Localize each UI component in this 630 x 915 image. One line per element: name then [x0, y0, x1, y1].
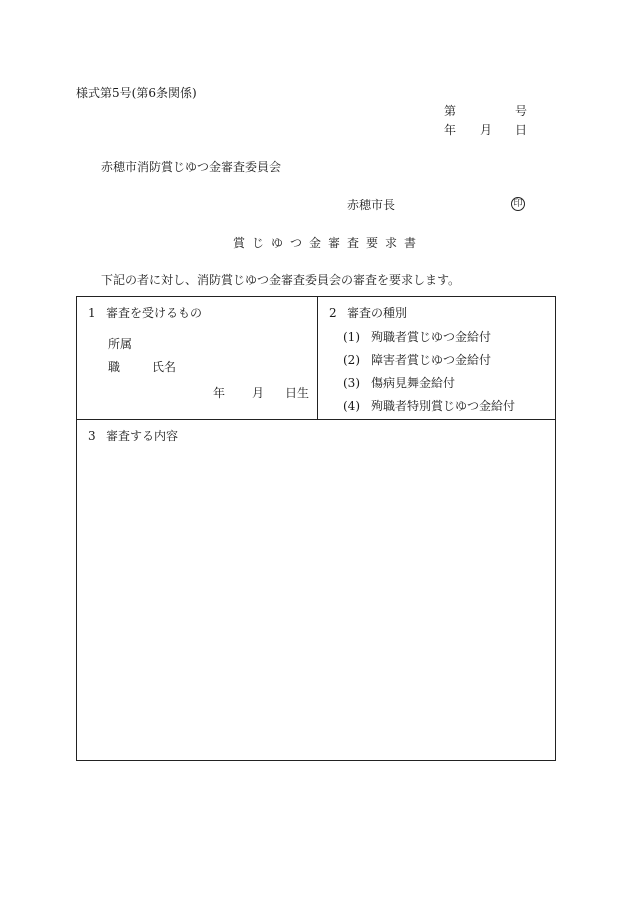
- section1-number: 1: [88, 306, 96, 320]
- birth-day: 日生: [285, 386, 310, 400]
- column-divider: [317, 297, 318, 419]
- type-item-number: (3): [343, 376, 360, 390]
- type-item-label: 殉職者特別賞じゆつ金給付: [371, 399, 516, 413]
- section3-heading: [88, 429, 178, 443]
- type-item: [343, 376, 455, 390]
- form-number: 様式第5号(第6条関係): [76, 86, 197, 100]
- section2-number: 2: [329, 306, 337, 320]
- section2-heading: [329, 306, 407, 320]
- seal-stamp: 印: [511, 197, 525, 211]
- type-item: [343, 330, 491, 344]
- position-label: 職: [108, 360, 121, 374]
- section3-number: 3: [88, 429, 96, 443]
- form-table: [76, 296, 556, 761]
- name-label: 氏名: [152, 360, 177, 374]
- type-item: [343, 399, 515, 413]
- date-month: 月: [480, 123, 493, 137]
- document-number-prefix: 第: [444, 104, 457, 118]
- type-item-label: 殉職者賞じゆつ金給付: [371, 330, 492, 344]
- section3-title: 審査する内容: [106, 429, 179, 443]
- section1-title: 審査を受けるもの: [106, 306, 203, 320]
- type-item-label: 傷病見舞金給付: [371, 376, 456, 390]
- type-item-label: 障害者賞じゆつ金給付: [371, 353, 492, 367]
- addressee: 赤穂市消防賞じゆつ金審査委員会: [101, 160, 282, 174]
- birth-year: 年: [213, 386, 226, 400]
- type-item-number: (1): [343, 330, 360, 344]
- document-title: 賞じゆつ金審査要求書: [233, 236, 424, 250]
- birth-month: 月: [252, 386, 265, 400]
- type-item-number: (4): [343, 399, 360, 413]
- intro-text: 下記の者に対し、消防賞じゆつ金審査委員会の審査を要求します。: [101, 273, 461, 287]
- section2-title: 審査の種別: [347, 306, 408, 320]
- document-number-suffix: 号: [515, 104, 528, 118]
- sender-label: 赤穂市長: [347, 198, 396, 212]
- type-item: [343, 353, 491, 367]
- row-divider: [77, 419, 555, 420]
- date-day: 日: [515, 123, 528, 137]
- type-item-number: (2): [343, 353, 360, 367]
- affiliation-label: 所属: [108, 337, 133, 351]
- section1-heading: [88, 306, 202, 320]
- date-year: 年: [444, 123, 457, 137]
